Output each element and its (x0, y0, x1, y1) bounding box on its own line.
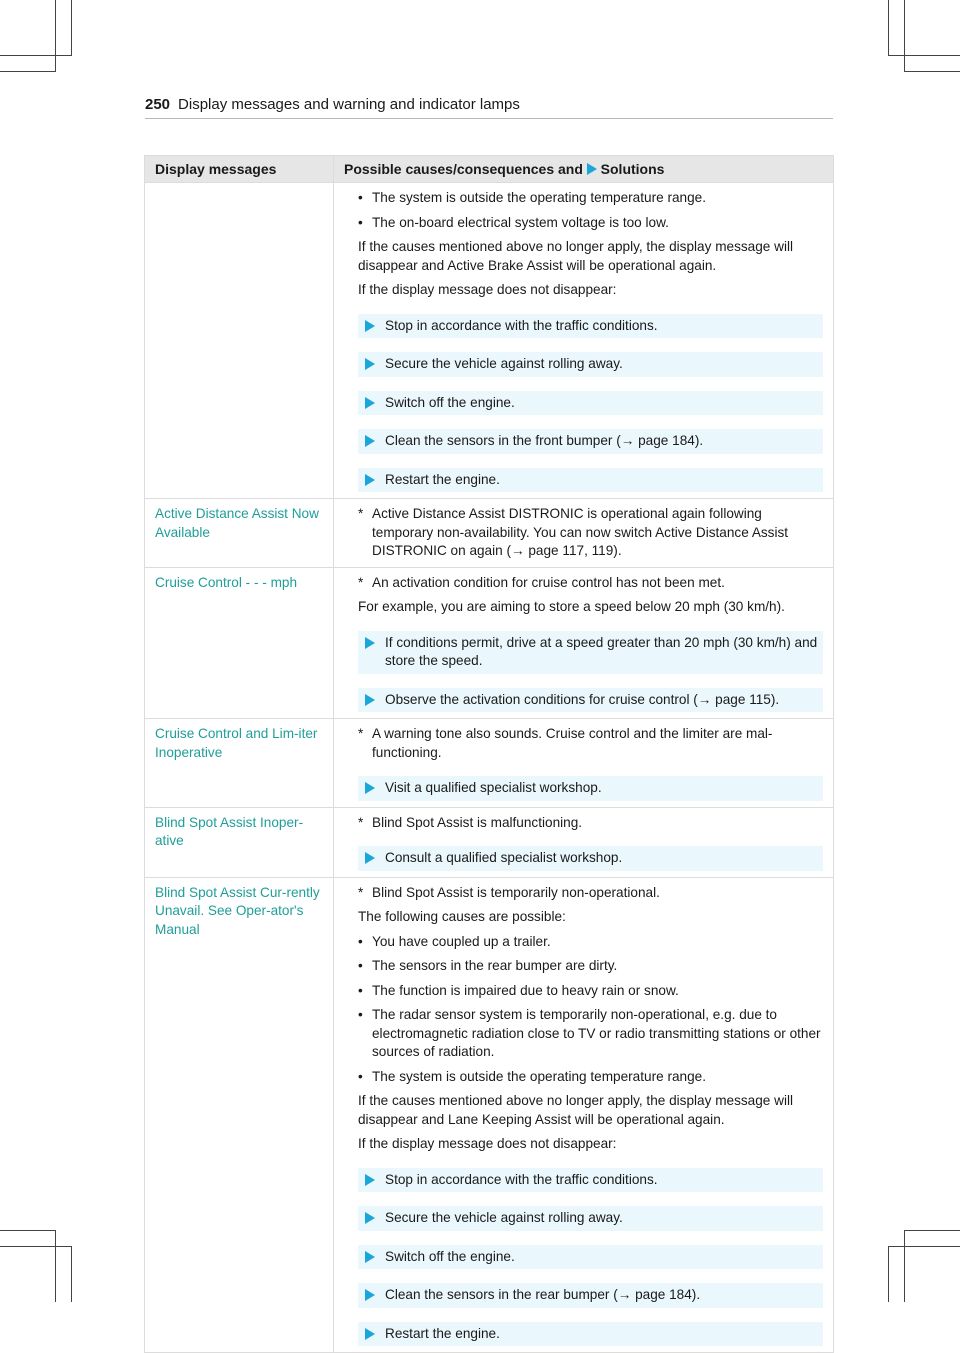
table-row (145, 499, 834, 568)
cause-marker: * (358, 726, 364, 741)
bullet-item (358, 982, 823, 1001)
step-text: If conditions permit, drive at a speed greater than 20 mph (30 km/h) and store the speed. (385, 634, 818, 668)
paragraph: If the display message does not disappear: (358, 1136, 617, 1151)
causes-solutions (334, 719, 834, 808)
paragraph: For example, you are aiming to store a speed below 20 mph (30 km/h). (358, 599, 785, 614)
arrow-right-icon (365, 358, 375, 370)
crop-mark (71, 0, 72, 56)
step-text: Restart the engine. (385, 471, 500, 487)
table-row (145, 807, 834, 877)
step-text: Switch off the engine. (385, 394, 515, 410)
paragraph: If the display message does not disappear: (358, 282, 617, 297)
cause-marker: * (358, 574, 364, 590)
bullet-text: The radar sensor system is temporarily non-operational, e.g. due to electromagnetic radiation close to TV or radio transmitting stations or other sources of radiation. (372, 1007, 821, 1059)
messages-table (144, 155, 834, 1353)
table-row (145, 719, 834, 808)
bullet-item (358, 189, 823, 208)
cause-text-body: An activation condition for cruise control has not been met. (372, 574, 725, 590)
instruction-step (358, 688, 823, 713)
crop-mark (71, 1246, 72, 1302)
arrow-right-icon (365, 694, 375, 706)
crop-mark (904, 71, 960, 72)
arrow-right-icon (365, 474, 375, 486)
cause-marker: * (358, 814, 364, 830)
cause-text-body: Active Distance Assist DISTRONIC is operational again following temporary non-availability. You can now switch Active Distance Assist DISTRONIC on again (→ page 117, 119). (372, 506, 789, 558)
paragraph: The following causes are possible: (358, 909, 566, 924)
step-text: Clean the sensors in the rear bumper (→ page 184). (385, 1287, 701, 1302)
causes-solutions (334, 499, 834, 568)
bullet-text: The system is outside the operating temperature range. (372, 190, 706, 205)
step-text: Stop in accordance with the traffic conditions. (385, 1171, 658, 1187)
cause-text-body: Blind Spot Assist is temporarily non-operational. (372, 884, 660, 900)
instruction-step (358, 1168, 823, 1193)
cause-text (358, 814, 823, 833)
instruction-step (358, 391, 823, 416)
page-header (145, 96, 833, 119)
instruction-step (358, 776, 823, 801)
instruction-step (358, 1283, 823, 1308)
causes-solutions (334, 807, 834, 877)
cause-text (358, 574, 823, 593)
bullet-text: The function is impaired due to heavy rain or snow. (372, 982, 679, 998)
arrow-right-icon (365, 782, 375, 794)
table-row (145, 877, 834, 1353)
bullet-text: The system is outside the operating temperature range. (372, 1068, 706, 1084)
display-message: Cruise Control and Lim-iter Inoperative (145, 719, 334, 808)
step-text: Switch off the engine. (385, 1248, 515, 1264)
instruction-step (358, 314, 823, 339)
bullet-icon: • (358, 214, 363, 230)
crop-mark (55, 1230, 56, 1302)
instruction-step (358, 1206, 823, 1231)
bullet-item (358, 957, 823, 976)
bullet-item (358, 933, 823, 952)
instruction-step (358, 429, 823, 454)
cause-marker: * (358, 506, 364, 521)
crop-mark (888, 1246, 960, 1247)
table-row (145, 567, 834, 719)
step-text: Observe the activation conditions for cruise control (→ page 115). (385, 691, 780, 707)
bullet-icon: • (358, 958, 363, 973)
cause-text-body: Blind Spot Assist is malfunctioning. (372, 814, 583, 830)
table-body (145, 183, 834, 1353)
display-message: Active Distance Assist Now Available (145, 499, 334, 568)
instruction-step (358, 846, 823, 871)
step-text: Visit a qualified specialist workshop. (385, 780, 602, 795)
arrow-right-icon (365, 435, 375, 447)
step-text: Secure the vehicle against rolling away. (385, 1210, 623, 1225)
page-number: 250 (145, 96, 171, 113)
instruction-step (358, 1245, 823, 1270)
bullet-item (358, 214, 823, 233)
instruction-step (358, 352, 823, 377)
col-header-causes (334, 156, 834, 183)
crop-mark (888, 55, 960, 56)
bullet-icon: • (358, 933, 363, 949)
bullet-text: The sensors in the rear bumper are dirty. (372, 958, 618, 973)
display-message: Cruise Control - - - mph (145, 567, 334, 719)
page-title: Display messages and warning and indicator lamps (178, 96, 520, 113)
crop-mark (904, 0, 905, 72)
cause-text (358, 725, 823, 762)
col-header-causes-text: Possible causes/consequences and (344, 161, 583, 177)
bullet-text: The on-board electrical system voltage is too low. (372, 214, 669, 230)
arrow-right-icon (365, 320, 375, 332)
crop-mark (0, 1230, 56, 1231)
crop-mark (0, 1246, 72, 1247)
display-message: Blind Spot Assist Cur-rently Unavail. See Oper-ator's Manual (145, 877, 334, 1353)
arrow-right-icon (365, 1289, 375, 1301)
crop-mark (888, 1246, 889, 1302)
bullet-icon: • (358, 982, 363, 998)
arrow-right-icon (365, 397, 375, 409)
col-header-display-messages: Display messages (145, 156, 334, 183)
crop-mark (55, 0, 56, 72)
step-text: Clean the sensors in the front bumper (→ page 184). (385, 433, 704, 448)
arrow-right-icon (587, 163, 597, 175)
step-text: Stop in accordance with the traffic conditions. (385, 317, 658, 333)
col-header-solutions-text: Solutions (600, 161, 665, 177)
causes-solutions (334, 877, 834, 1353)
crop-mark (0, 55, 72, 56)
table-row (145, 183, 834, 499)
table-header-row (145, 156, 834, 183)
arrow-right-icon (365, 637, 375, 649)
bullet-icon: • (358, 1068, 363, 1084)
paragraph: If the causes mentioned above no longer apply, the display message will disappear and Lane Keeping Assist will be operational again. (358, 1093, 794, 1127)
display-message: Blind Spot Assist Inoper-ative (145, 807, 334, 877)
arrow-right-icon (365, 852, 375, 864)
crop-mark (0, 71, 56, 72)
arrow-right-icon (365, 1174, 375, 1186)
cause-text (358, 884, 823, 903)
causes-solutions (334, 567, 834, 719)
step-text: Restart the engine. (385, 1325, 500, 1341)
cause-marker: * (358, 884, 364, 900)
cause-text-body: A warning tone also sounds. Cruise control and the limiter are mal-functioning. (372, 726, 773, 760)
crop-mark (888, 0, 889, 56)
instruction-step (358, 1322, 823, 1347)
crop-mark (904, 1230, 960, 1231)
arrow-right-icon (365, 1328, 375, 1340)
bullet-icon: • (358, 1007, 363, 1022)
bullet-text: You have coupled up a trailer. (372, 933, 551, 949)
instruction-step (358, 631, 823, 674)
arrow-right-icon (365, 1212, 375, 1224)
arrow-right-icon (365, 1251, 375, 1263)
instruction-step (358, 468, 823, 493)
bullet-icon: • (358, 190, 363, 205)
crop-mark (904, 1230, 905, 1302)
bullet-item (358, 1068, 823, 1087)
causes-solutions (334, 183, 834, 499)
bullet-item (358, 1006, 823, 1062)
step-text: Consult a qualified specialist workshop. (385, 850, 623, 865)
paragraph: If the causes mentioned above no longer apply, the display message will disappear and Active Brake Assist will be operational again. (358, 239, 794, 273)
display-message (145, 183, 334, 499)
step-text: Secure the vehicle against rolling away. (385, 356, 623, 371)
cause-text (358, 505, 823, 561)
